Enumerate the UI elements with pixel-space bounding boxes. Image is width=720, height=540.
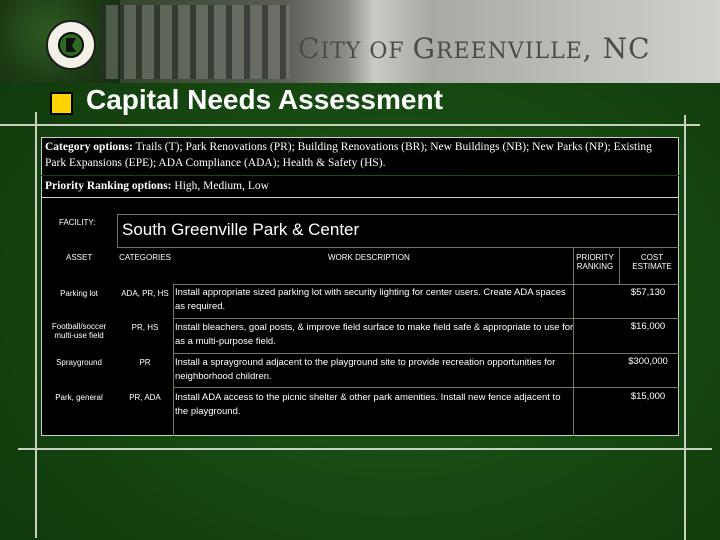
- city-title-c: C: [298, 32, 321, 65]
- table-row-description: Install a sprayground adjacent to the playground site to provide recreation opportunities for neighborhood children.: [175, 357, 556, 382]
- city-title-reenville: REENVILLE: [436, 39, 583, 64]
- city-title: [298, 32, 651, 65]
- table-row-categories: ADA, PR, HS: [121, 289, 169, 298]
- building-photo: [100, 5, 290, 79]
- category-options-text: Trails (T); Park Renovations (PR); Building Renovations (BR); New Buildings (NB); New Parks (NP); Existing Park Expansions (EPE); ADA Compliance (ADA); Health & Safety (HS).: [45, 141, 652, 169]
- header-work-description: WORK DESCRIPTION: [328, 253, 410, 262]
- row-divider-1: [173, 284, 679, 285]
- category-options-label: Category options:: [45, 141, 133, 153]
- table-row-categories: PR: [139, 358, 151, 367]
- row-divider-3: [173, 353, 679, 354]
- frame-line-top: [0, 124, 700, 126]
- header-priority-ranking: PRIORITY RANKING: [576, 253, 614, 271]
- table-row-categories: PR, ADA: [129, 393, 161, 402]
- seal-inner-emblem: [58, 32, 84, 58]
- facility-name: South Greenville Park & Center: [122, 220, 360, 239]
- frame-line-left: [35, 112, 37, 538]
- table-row-cost: $57,130: [630, 287, 666, 298]
- assessment-table: [41, 197, 679, 436]
- city-title-ity-of: ITY OF: [320, 39, 413, 64]
- frame-line-right: [684, 115, 686, 540]
- table-row-cost: $16,000: [630, 321, 666, 332]
- table-row-asset: Parking lot: [60, 289, 98, 298]
- slide-title: Capital Needs Assessment: [86, 84, 443, 115]
- table-row-asset: Sprayground: [56, 358, 102, 367]
- table-row-categories: PR, HS: [131, 323, 159, 332]
- city-title-nc: , NC: [582, 32, 651, 65]
- frame-line-bottom: [18, 448, 712, 450]
- header-categories: CATEGORIES: [119, 253, 171, 262]
- table-row-cost: $300,000: [628, 356, 668, 367]
- facility-label: FACILITY:: [59, 218, 96, 227]
- table-row-asset: Football/soccer multi-use field: [51, 322, 107, 340]
- priority-options-text: High, Medium, Low: [171, 180, 269, 192]
- table-row-description: Install appropriate sized parking lot with security lighting for center users. Create ADA spaces as required.: [175, 287, 566, 312]
- category-options-box: [41, 137, 679, 175]
- header-cost-estimate: COST ESTIMATE: [632, 253, 672, 271]
- header-asset: ASSET: [66, 253, 93, 262]
- city-seal-logo: [46, 20, 96, 70]
- table-row-description: Install bleachers, goal posts, & improve field surface to make field safe & appropriate to use for as a multi-purpose field.: [175, 322, 574, 347]
- table-row-asset: Park, general: [55, 393, 103, 402]
- table-row-description: Install ADA access to the picnic shelter & other park amenities. Install new fence adjacent to the playground.: [175, 392, 561, 417]
- priority-options-box: [41, 176, 679, 197]
- seal-mark-icon: [66, 38, 76, 52]
- row-divider-2: [173, 318, 679, 319]
- priority-options-label: Priority Ranking options:: [45, 180, 172, 192]
- title-bullet-square: [50, 92, 73, 115]
- col-divider-priority: [619, 248, 620, 284]
- row-divider-4: [173, 387, 679, 388]
- header-banner: [0, 0, 720, 83]
- city-title-g: G: [412, 32, 436, 65]
- table-row-cost: $15,000: [630, 391, 666, 402]
